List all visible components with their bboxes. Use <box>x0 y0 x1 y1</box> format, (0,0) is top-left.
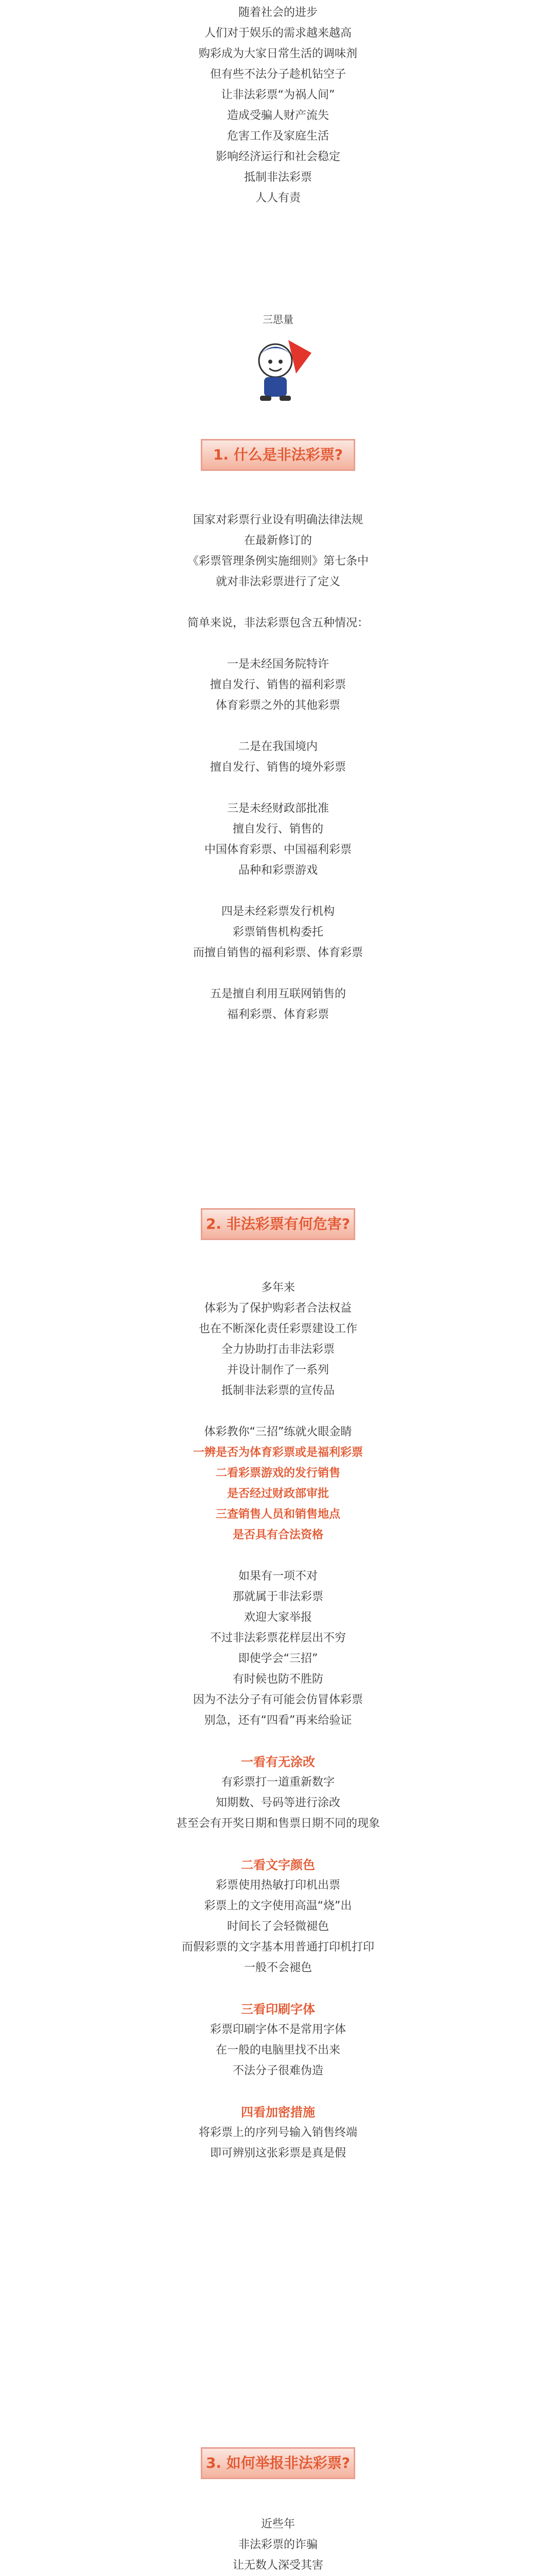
spacer <box>0 1731 556 1752</box>
text-line: 二是在我国境内 <box>238 740 318 753</box>
spacer <box>0 1978 556 1999</box>
text-line: 在最新修订的 <box>244 534 312 547</box>
text-line: 在一般的电脑里找不出来 <box>215 2044 340 2057</box>
text-line: 就对非法彩票进行了定义 <box>215 575 340 588</box>
text-line: 购彩成为大家日常生活的调味剂 <box>198 47 357 60</box>
text-line: 而擅自销售的福利彩票、体育彩票 <box>193 946 363 959</box>
text-line: 四是未经彩票发行机构 <box>221 905 335 918</box>
text-line: 简单来说，非法彩票包含五种情况： <box>187 617 369 630</box>
section3-title: 3. 如何举报非法彩票? <box>201 2447 355 2479</box>
text-line: 而假彩票的文字基本用普通打印机打印 <box>181 1941 374 1954</box>
text-line: 甚至会有开奖日期和售票日期不同的现象 <box>176 1817 380 1830</box>
text-line: 危害工作及家庭生活 <box>227 130 329 143</box>
text-line: 欢迎大家举报 <box>244 1611 312 1624</box>
spacer <box>0 1546 556 1566</box>
section1-body <box>0 510 556 1025</box>
text-line: 体彩为了保护购彩者合法权益 <box>204 1302 352 1315</box>
spacer <box>0 634 556 654</box>
text-line: 《彩票管理条例实施细则》第七条中 <box>187 555 369 568</box>
text-line: 但有些不法分子趁机钻空子 <box>210 68 346 81</box>
subheading: 四看加密措施 <box>241 2105 315 2120</box>
text-line: 三是未经财政部批准 <box>227 802 329 815</box>
spacer <box>0 778 556 799</box>
spacer <box>0 716 556 737</box>
text-line: 那就属于非法彩票 <box>232 1590 323 1603</box>
text-line: 并设计制作了一系列 <box>227 1364 329 1377</box>
text-line: 有时候也防不胜防 <box>232 1673 323 1686</box>
text-line: 全力协助打击非法彩票 <box>221 1343 335 1356</box>
subheading: 二看文字颜色 <box>241 1858 315 1872</box>
spacer <box>0 881 556 902</box>
section1-title: 1. 什么是非法彩票? <box>201 439 355 471</box>
section2-title: 2. 非法彩票有何危害? <box>201 1208 355 1240</box>
text-line: 也在不断深化责任彩票建设工作 <box>198 1323 357 1335</box>
text-line: 让无数人深受其害 <box>232 2559 323 2572</box>
section3-body <box>0 2514 556 2576</box>
text-line: 非法彩票的诈骗 <box>238 2538 318 2551</box>
text-line: 品种和彩票游戏 <box>238 864 318 877</box>
text-line: 将彩票上的序列号输入销售终端 <box>198 2126 357 2139</box>
text-line: 一是未经国务院特许 <box>227 658 329 671</box>
text-line: 随着社会的进步 <box>238 6 318 19</box>
text-line: 福利彩票、体育彩票 <box>227 1008 329 1021</box>
text-line: 五是擅自利用互联网销售的 <box>210 988 346 1001</box>
text-line: 多年来 <box>260 1281 295 1294</box>
mascot-caption: 三思量 <box>263 313 293 326</box>
text-line: 擅自发行、销售的境外彩票 <box>210 761 346 774</box>
text-line: 即可辨别这张彩票是真是假 <box>210 2147 346 2160</box>
text-line: 一般不会褪色 <box>244 1961 312 1974</box>
text-line: 擅自发行、销售的 <box>232 823 323 836</box>
text-line: 抵制非法彩票 <box>244 171 312 184</box>
text-line: 近些年 <box>260 2518 295 2531</box>
text-line: 人人有责 <box>255 192 301 205</box>
spacer <box>0 1401 556 1422</box>
spacer <box>0 963 556 984</box>
text-line: 抵制非法彩票的宣传品 <box>221 1384 335 1397</box>
intro-text <box>0 0 556 209</box>
text-line: 三查销售人员和销售地点 <box>215 1508 340 1521</box>
spacer <box>0 592 556 613</box>
text-line: 彩票销售机构委托 <box>232 926 323 939</box>
text-line: 造成受骗人财产流失 <box>227 109 329 122</box>
subheading: 三看印刷字体 <box>241 2002 315 2016</box>
mascot-icon <box>239 330 317 407</box>
text-line: 中国体育彩票、中国福利彩票 <box>204 843 352 856</box>
text-line: 人们对于娱乐的需求越来越高 <box>204 27 352 40</box>
text-line: 即使学会“三招” <box>238 1652 318 1665</box>
text-line: 让非法彩票“为祸人间” <box>221 89 335 101</box>
text-line: 不法分子很难伪造 <box>232 2064 323 2077</box>
text-line: 知期数、号码等进行涂改 <box>215 1797 340 1809</box>
text-line: 时间长了会轻微褪色 <box>227 1920 329 1933</box>
text-line: 彩票印刷字体不是常用字体 <box>210 2023 346 2036</box>
text-line: 有彩票打一道重新数字 <box>221 1776 335 1789</box>
text-line: 影响经济运行和社会稳定 <box>215 150 340 163</box>
text-line: 彩票使用热敏打印机出票 <box>215 1879 340 1892</box>
text-line: 擅自发行、销售的福利彩票 <box>210 679 346 691</box>
text-line: 因为不法分子有可能会仿冒体彩票 <box>193 1693 363 1706</box>
text-line: 体育彩票之外的其他彩票 <box>215 699 340 712</box>
text-line: 一辨是否为体育彩票或是福利彩票 <box>193 1446 363 1459</box>
text-line: 不过非法彩票花样层出不穷 <box>210 1632 346 1645</box>
spacer <box>0 2081 556 2102</box>
text-line: 如果有一项不对 <box>238 1570 318 1583</box>
text-line: 别急，还有“四看”再来给验证 <box>204 1714 352 1727</box>
section2-body <box>0 1278 556 2164</box>
text-line: 国家对彩票行业设有明确法律法规 <box>193 514 363 527</box>
text-line: 彩票上的文字使用高温“烧”出 <box>204 1900 352 1912</box>
text-line: 体彩教你“三招”练就火眼金睛 <box>204 1426 352 1438</box>
text-line: 是否经过财政部审批 <box>227 1487 329 1500</box>
spacer <box>0 1834 556 1855</box>
text-line: 是否具有合法资格 <box>232 1529 323 1541</box>
text-line: 二看彩票游戏的发行销售 <box>215 1467 340 1480</box>
subheading: 一看有无涂改 <box>241 1755 315 1769</box>
